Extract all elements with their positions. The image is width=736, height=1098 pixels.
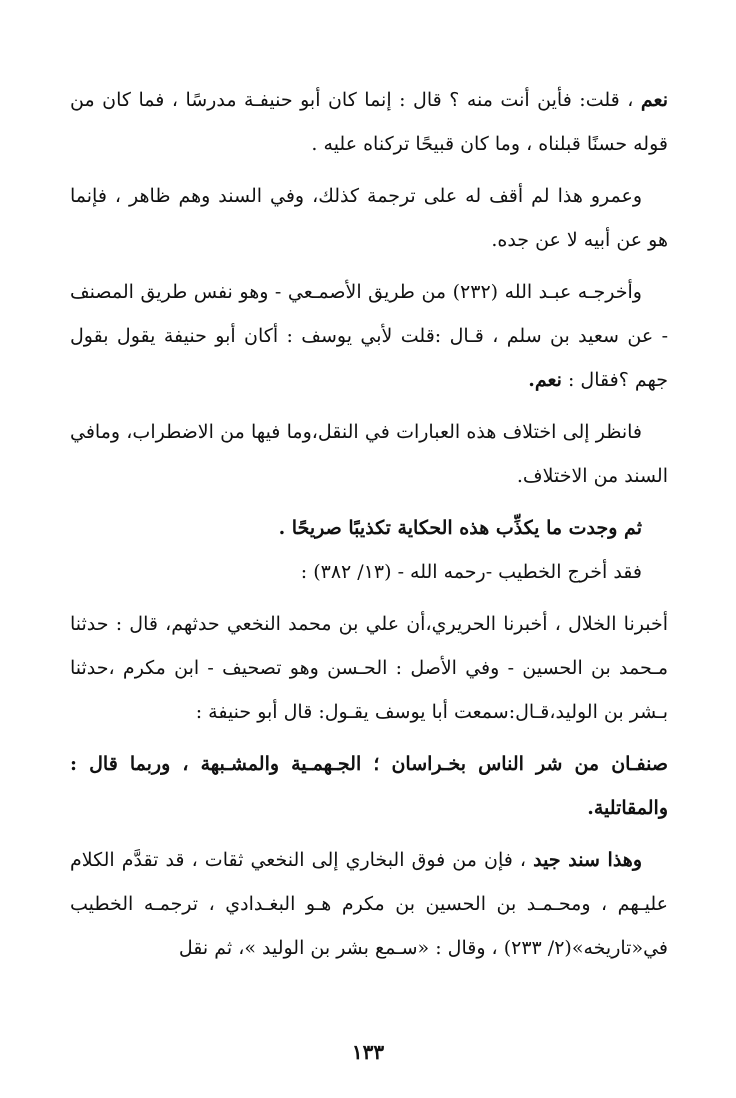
paragraph-9: [70, 838, 668, 970]
paragraph-2: [70, 174, 668, 262]
paragraph-4: [70, 410, 668, 498]
quoted-saying-text: صنفـان من شر الناس بخـراسان ؛ الجـهمـية والمشـبهة ، وربما قال : والمقاتلية.: [70, 753, 668, 819]
page-number: ١٣٣: [351, 1040, 385, 1064]
paragraph-1: [70, 78, 668, 166]
paragraph-3-text: وأخرجـه عبـد الله (٢٣٢) من طريق الأصمـعي - وهو نفس طريق المصنف - عن سعيد بن سلم ، قـال :قلت لأبي يوسف : أكان أبو حنيفة يقول بقول جهم ؟فقال :: [70, 281, 668, 391]
emphasis-answer: نعم: [640, 89, 668, 111]
paragraph-6: [70, 550, 668, 594]
paragraph-7-text: أخبرنا الخلال ، أخبرنا الحريري،أن علي بن محمد النخعي حدثهم، قال : حدثنا مـحمد بن الحسين - وفي الأصل : الحـسن وهو تصحيف - ابن مكرم ،حدثنا بـشر بن الوليد،قـال:سمعت أبا يوسف يقـول: قال أبو حنيفة :: [70, 613, 668, 723]
emphasis-chain-assessment: وهذا سند جيد: [533, 849, 642, 871]
body-text: [70, 78, 668, 970]
paragraph-2-text: وعمرو هذا لم أقف له على ترجمة كذلك، وفي السند وهم ظاهر ، فإنما هو عن أبيه لا عن جده.: [70, 185, 668, 251]
paragraph-6-text: فقد أخرج الخطيب -رحمه الله - (١٣/ ٣٨٢) :: [300, 561, 642, 583]
quoted-saying: [70, 742, 668, 830]
emphasis-answer-2: نعم.: [528, 369, 562, 391]
paragraph-9-text: ، فإن من فوق البخاري إلى النخعي ثقات ، قد تقدَّم الكلام عليـهم ، ومحـمـد بن الحسين بن مكرم هـو البغـدادي ، ترجمـه الخطيب في«تاريخه»(٢/ ٢٣٣) ، وقال : «سـمع بشر بن الوليد »، ثم نقل: [70, 849, 668, 959]
section-heading-text: ثم وجدت ما يكذِّب هذه الحكاية تكذيبًا صريحًا .: [278, 517, 642, 539]
section-heading: [70, 506, 668, 550]
paragraph-3: [70, 270, 668, 402]
paragraph-7: [70, 602, 668, 734]
paragraph-1-text: ، قلت: فأين أنت منه ؟ قال : إنما كان أبو حنيفـة مدرسًا ، فما كان من قوله حسنًا قبلناه ، وما كان قبيحًا تركناه عليه .: [70, 89, 668, 155]
paragraph-4-text: فانظر إلى اختلاف هذه العبارات في النقل،وما فيها من الاضطراب، ومافي السند من الاختلاف.: [70, 421, 668, 487]
